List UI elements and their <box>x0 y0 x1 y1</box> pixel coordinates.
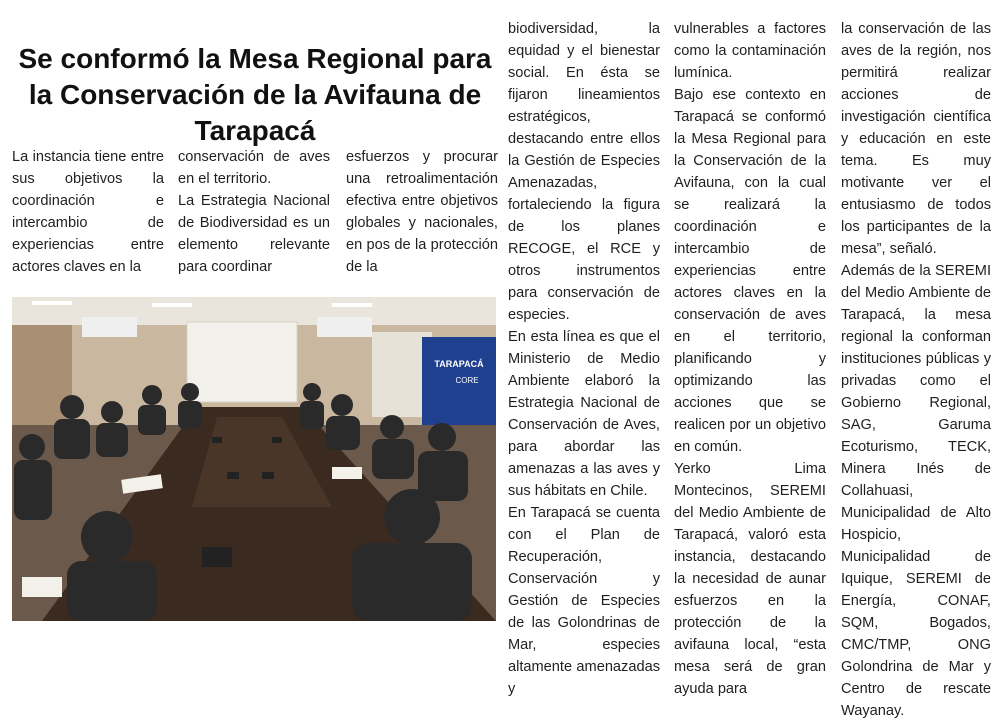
paragraph: vulnerables a factores como la contaminación lumínica. <box>674 21 826 81</box>
projection-screen <box>187 322 297 402</box>
article-column-3 <box>346 146 498 278</box>
air-conditioner-icon <box>317 317 372 337</box>
banner-text: TARAPACÁ <box>434 359 484 369</box>
article-column-2 <box>178 146 330 278</box>
paragraph: Bajo ese contexto en Tarapacá se conformó la Mesa Regional para la Conservación de la Avifauna, con la cual se realizará la coordinación e intercambio de experiencias entre actores claves en la conservación de aves en el territorio, planificando y optimizando las acciones que se realicen por un objetivo en común. <box>674 87 826 455</box>
paragraph: La Estrategia Nacional de Biodiversidad es un elemento relevante para coordinar <box>178 193 330 275</box>
meeting-photo <box>12 297 496 621</box>
banner-text-2: CORE <box>455 376 479 385</box>
article-column-6 <box>841 18 991 722</box>
air-conditioner-icon <box>82 317 137 337</box>
article-column-1 <box>12 146 164 278</box>
article-column-5 <box>674 18 826 700</box>
article-column-4 <box>508 18 660 700</box>
paragraph: biodiversidad, la equidad y el bienestar social. En ésta se fijaron lineamientos estratégicos, destacando entre ellos la Gestión de Especies Amenazadas, fortaleciendo la figura de los planes RECOGE, el RCE y otros instrumentos para conservación de especies. <box>508 21 660 323</box>
paragraph: La instancia tiene entre sus objetivos la coordinación e intercambio de experiencias entre actores claves en la <box>12 149 164 275</box>
article-headline: Se conformó la Mesa Regional para la Conservación de la Avifauna de Tarapacá <box>18 42 492 146</box>
meeting-room-illustration <box>12 297 496 621</box>
paragraph: Yerko Lima Montecinos, SEREMI del Medio Ambiente de Tarapacá, valoró esta instancia, destacando la necesidad de aunar esfuerzos en la protección de la avifauna local, “esta mesa será de gran ayuda para <box>674 461 826 697</box>
paragraph: En esta línea es que el Ministerio de Medio Ambiente elaboró la Estrategia Nacional de Conservación de Aves, para abordar las amenazas a las aves y sus hábitats en Chile. <box>508 329 660 499</box>
paragraph: la conservación de las aves de la región, nos permitirá realizar acciones de investigación científica y educación en este tema. Es muy motivante ver el entusiasmo de todos los participantes de la mesa”, señaló. <box>841 21 991 257</box>
paragraph: conservación de aves en el territorio. <box>178 149 330 187</box>
paragraph: En Tarapacá se cuenta con el Plan de Recuperación, Conservación y Gestión de Especies de las Golondrinas de Mar, especies altamente amenazadas y <box>508 505 660 697</box>
paragraph: Además de la SEREMI del Medio Ambiente de Tarapacá, la mesa regional la conforman instituciones públicas y privadas como el Gobierno Regional, SAG, Garuma Ecoturismo, TECK, Minera Inés de Collahuasi, Municipalidad de Alto Hospicio, Municipalidad de Iquique, SEREMI de Energía, CONAF, SQM, Bogados, CMC/TMP, ONG Golondrina de Mar y Centro de rescate Wayanay. <box>841 263 991 719</box>
paragraph: esfuerzos y procurar una retroalimentación efectiva entre objetivos globales y nacionales, en pos de la protección de la <box>346 149 498 275</box>
